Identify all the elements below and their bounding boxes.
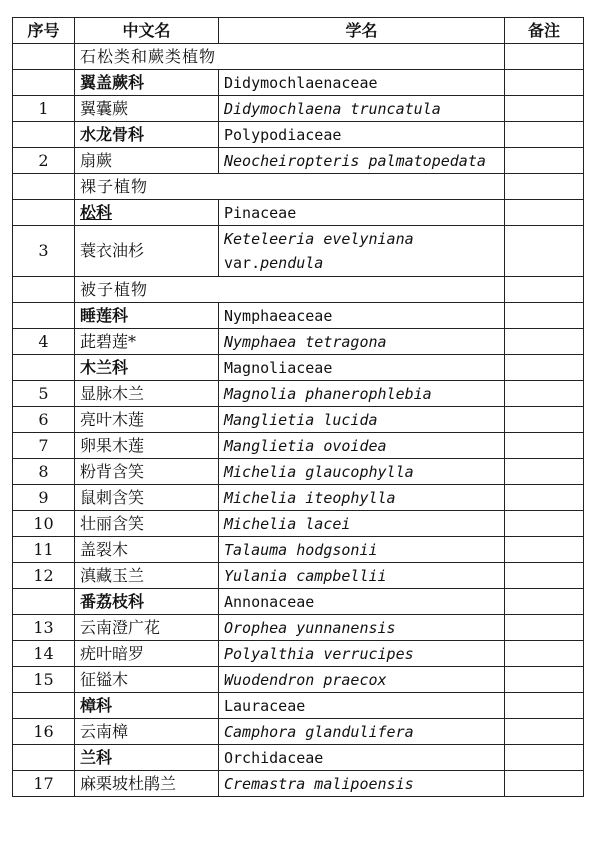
- group-row: [13, 44, 584, 70]
- empty-cell: [505, 693, 584, 719]
- species-scientific-name: Talauma hodgsonii: [219, 537, 505, 563]
- row-number: 9: [13, 485, 75, 511]
- notes-cell: [505, 771, 584, 797]
- variety-name: pendula: [260, 254, 324, 272]
- row-number: 10: [13, 511, 75, 537]
- species-scientific-name: [219, 226, 505, 277]
- header-no: 序号: [13, 18, 75, 44]
- species-scientific-name: Neocheiropteris palmatopedata: [219, 148, 505, 174]
- empty-cell: [13, 70, 75, 96]
- species-chinese-name: 盖裂木: [75, 537, 219, 563]
- species-row: [13, 96, 584, 122]
- species-scientific-name: Orophea yunnanensis: [219, 615, 505, 641]
- row-number: 17: [13, 771, 75, 797]
- species-chinese-name: 云南澄广花: [75, 615, 219, 641]
- family-chinese-name: 水龙骨科: [75, 122, 219, 148]
- row-number: 16: [13, 719, 75, 745]
- empty-cell: [505, 745, 584, 771]
- species-scientific-name: Camphora glandulifera: [219, 719, 505, 745]
- notes-cell: [505, 381, 584, 407]
- empty-cell: [13, 122, 75, 148]
- species-chinese-name: 翼囊蕨: [75, 96, 219, 122]
- species-scientific-name: Michelia glaucophylla: [219, 459, 505, 485]
- empty-cell: [505, 122, 584, 148]
- notes-cell: [505, 226, 584, 277]
- group-label-angiosperms: 被子植物: [75, 277, 505, 303]
- family-chinese-name: 番荔枝科: [75, 589, 219, 615]
- species-scientific-name: Michelia iteophylla: [219, 485, 505, 511]
- notes-cell: [505, 433, 584, 459]
- species-chinese-name: 云南樟: [75, 719, 219, 745]
- notes-cell: [505, 96, 584, 122]
- row-number: 3: [13, 226, 75, 277]
- empty-cell: [13, 277, 75, 303]
- species-scientific-name: Polyalthia verrucipes: [219, 641, 505, 667]
- species-scientific-name: Manglietia ovoidea: [219, 433, 505, 459]
- family-row: [13, 303, 584, 329]
- row-number: 7: [13, 433, 75, 459]
- empty-cell: [13, 745, 75, 771]
- species-row: [13, 407, 584, 433]
- row-number: 4: [13, 329, 75, 355]
- species-row: [13, 381, 584, 407]
- empty-cell: [505, 70, 584, 96]
- species-row: [13, 537, 584, 563]
- species-chinese-name: 显脉木兰: [75, 381, 219, 407]
- row-number: 5: [13, 381, 75, 407]
- species-table: [12, 17, 584, 797]
- species-chinese-name: 粉背含笑: [75, 459, 219, 485]
- species-scientific-name: Nymphaea tetragona: [219, 329, 505, 355]
- species-chinese-name: 壮丽含笑: [75, 511, 219, 537]
- family-row: [13, 70, 584, 96]
- species-scientific-name: Magnolia phanerophlebia: [219, 381, 505, 407]
- empty-cell: [13, 174, 75, 200]
- notes-cell: [505, 329, 584, 355]
- variety-label: var.: [224, 254, 261, 272]
- species-row: [13, 226, 584, 277]
- row-number: 13: [13, 615, 75, 641]
- species-row: [13, 667, 584, 693]
- row-number: 2: [13, 148, 75, 174]
- species-scientific-name: Michelia lacei: [219, 511, 505, 537]
- species-scientific-name: Cremastra malipoensis: [219, 771, 505, 797]
- empty-cell: [505, 174, 584, 200]
- header-scientific-name: 学名: [219, 18, 505, 44]
- group-row: [13, 174, 584, 200]
- species-chinese-name: 麻栗坡杜鹃兰: [75, 771, 219, 797]
- header-notes: 备注: [505, 18, 584, 44]
- row-number: 14: [13, 641, 75, 667]
- species-chinese-name: 茈碧莲*: [75, 329, 219, 355]
- empty-cell: [13, 44, 75, 70]
- family-chinese-name: 翼盖蕨科: [75, 70, 219, 96]
- notes-cell: [505, 459, 584, 485]
- family-chinese-name-text: 松科: [80, 202, 113, 222]
- family-chinese-name: 樟科: [75, 693, 219, 719]
- species-chinese-name: 滇藏玉兰: [75, 563, 219, 589]
- row-number: 1: [13, 96, 75, 122]
- group-label-gymnosperms: 裸子植物: [75, 174, 505, 200]
- empty-cell: [13, 693, 75, 719]
- row-number: 12: [13, 563, 75, 589]
- family-chinese-name: 木兰科: [75, 355, 219, 381]
- family-row: [13, 200, 584, 226]
- family-row: [13, 589, 584, 615]
- family-latin-name: Nymphaeaceae: [219, 303, 505, 329]
- species-row: [13, 459, 584, 485]
- empty-cell: [13, 200, 75, 226]
- group-row: [13, 277, 584, 303]
- species-chinese-name: 疣叶暗罗: [75, 641, 219, 667]
- species-scientific-name: Manglietia lucida: [219, 407, 505, 433]
- row-number: 6: [13, 407, 75, 433]
- group-label-ferns: 石松类和蕨类植物: [75, 44, 505, 70]
- species-chinese-name: 卵果木莲: [75, 433, 219, 459]
- family-latin-name: Annonaceae: [219, 589, 505, 615]
- species-row: [13, 563, 584, 589]
- species-chinese-name: 鼠刺含笑: [75, 485, 219, 511]
- family-latin-name: Pinaceae: [219, 200, 505, 226]
- species-chinese-name: 扇蕨: [75, 148, 219, 174]
- row-number: 15: [13, 667, 75, 693]
- species-row: [13, 511, 584, 537]
- header-row: [13, 18, 584, 44]
- notes-cell: [505, 641, 584, 667]
- family-latin-name: Lauraceae: [219, 693, 505, 719]
- species-scientific-name: Yulania campbellii: [219, 563, 505, 589]
- family-row: [13, 355, 584, 381]
- species-row: [13, 329, 584, 355]
- species-scientific-name: Wuodendron praecox: [219, 667, 505, 693]
- notes-cell: [505, 148, 584, 174]
- notes-cell: [505, 719, 584, 745]
- family-chinese-name: [75, 200, 219, 226]
- empty-cell: [13, 303, 75, 329]
- empty-cell: [505, 200, 584, 226]
- empty-cell: [505, 589, 584, 615]
- species-row: [13, 641, 584, 667]
- notes-cell: [505, 511, 584, 537]
- empty-cell: [13, 589, 75, 615]
- row-number: 8: [13, 459, 75, 485]
- family-latin-name: Didymochlaenaceae: [219, 70, 505, 96]
- species-scientific-name: Didymochlaena truncatula: [219, 96, 505, 122]
- species-row: [13, 771, 584, 797]
- species-row: [13, 433, 584, 459]
- species-row: [13, 148, 584, 174]
- notes-cell: [505, 407, 584, 433]
- empty-cell: [13, 355, 75, 381]
- family-chinese-name: 兰科: [75, 745, 219, 771]
- species-row: [13, 615, 584, 641]
- family-row: [13, 693, 584, 719]
- species-chinese-name: 亮叶木莲: [75, 407, 219, 433]
- notes-cell: [505, 485, 584, 511]
- notes-cell: [505, 537, 584, 563]
- family-chinese-name: 睡莲科: [75, 303, 219, 329]
- species-chinese-name: 蓑衣油杉: [75, 226, 219, 277]
- family-row: [13, 122, 584, 148]
- species-binomial: Keteleeria evelyniana: [224, 230, 414, 248]
- header-chinese-name: 中文名: [75, 18, 219, 44]
- empty-cell: [505, 277, 584, 303]
- family-latin-name: Orchidaceae: [219, 745, 505, 771]
- empty-cell: [505, 355, 584, 381]
- row-number: 11: [13, 537, 75, 563]
- empty-cell: [505, 303, 584, 329]
- family-latin-name: Polypodiaceae: [219, 122, 505, 148]
- family-latin-name: Magnoliaceae: [219, 355, 505, 381]
- notes-cell: [505, 615, 584, 641]
- notes-cell: [505, 667, 584, 693]
- family-row: [13, 745, 584, 771]
- species-row: [13, 719, 584, 745]
- empty-cell: [505, 44, 584, 70]
- notes-cell: [505, 563, 584, 589]
- species-row: [13, 485, 584, 511]
- species-chinese-name: 征镒木: [75, 667, 219, 693]
